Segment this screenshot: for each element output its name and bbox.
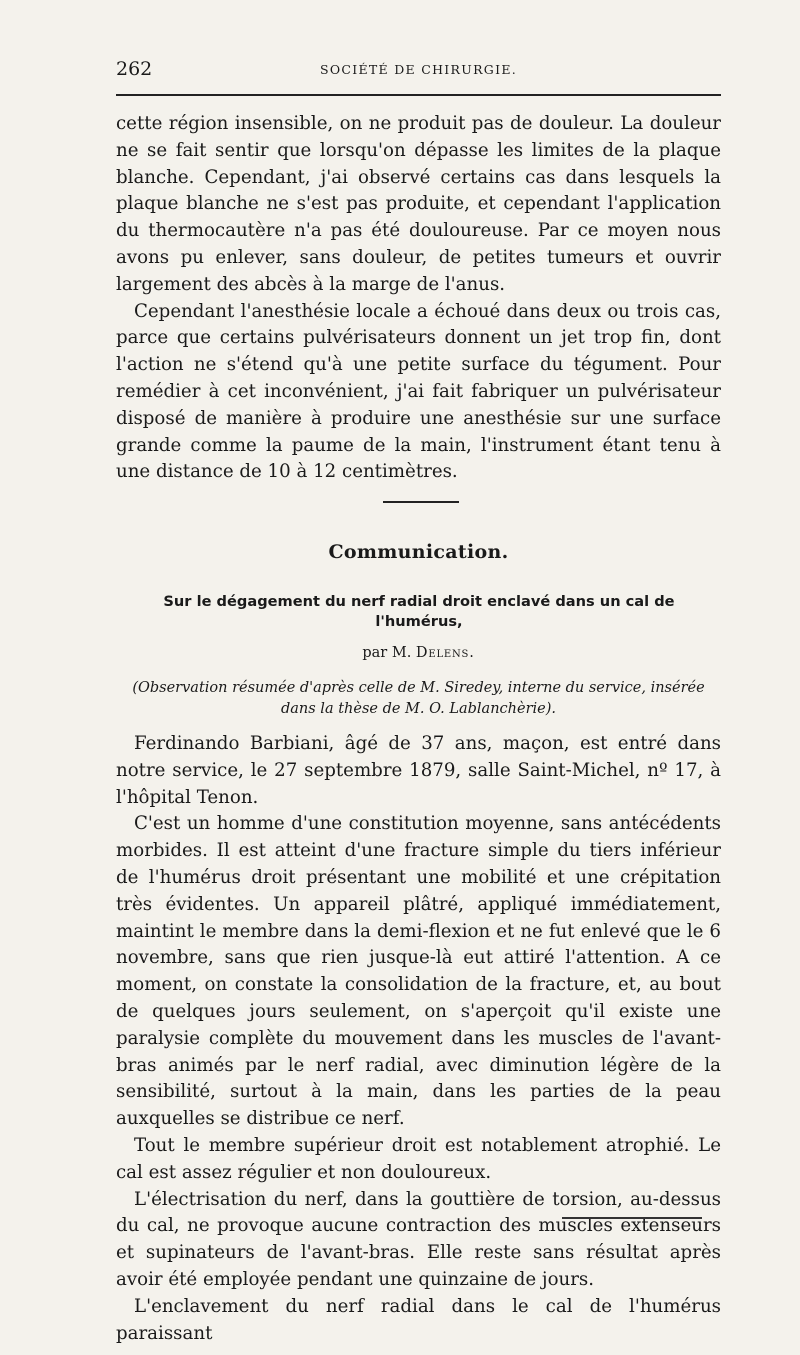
paragraph: L'électrisation du nerf, dans la gouttière de torsion, au-dessus du cal, ne provoque aucune contraction des muscles extenseurs et supinateurs de l'avant-bras. Elle reste sans résultat après avoir été employée pendant une quinzaine de jours. [116,1188,721,1290]
paragraph: L'enclavement du nerf radial dans le cal de l'humérus paraissant [116,1295,721,1344]
paragraph: cette région insensible, on ne produit pas de douleur. La douleur ne se fait sentir que lorsqu'on dépasse les limites de la plaque blanche. Cependant, j'ai observé certains cas dans lesquels la plaque blanche ne s'est pas produite, et cependant l'application du thermocautère n'a pas été douloureuse. Par ce moyen nous avons pu enlever, sans douleur, de petites tumeurs et ouvrir largement des abcès à la marge de l'anus. [116,113,721,295]
paragraph: Tout le membre supérieur droit est notablement atrophié. Le cal est assez régulier et non douloureux. [116,1134,721,1183]
byline-prefix: par M. [362,645,412,661]
page-number: 262 [116,58,153,80]
paragraph: Cependant l'anesthésie locale a échoué dans deux ou trois cas, parce que certains pulvérisateurs donnent un jet trop fin, dont l'action ne s'étend qu'à une petite surface du tégument. Pour remédier à cet inconvénient, j'ai fait fabriquer un pulvérisateur disposé de manière à produire une anesthésie sur une surface grande comme la paume de la main, l'instrument étant tenu à une distance de 10 à 12 centimètres. [116,300,721,483]
running-title: SOCIÉTÉ DE CHIRURGIE. [319,62,518,77]
header-rule [116,94,721,96]
observation-note [116,678,721,720]
article-title-line: Sur le dégagement du nerf radial droit enclavé dans un cal de [163,593,675,610]
running-head [116,58,721,86]
catchword-rule [562,1217,702,1219]
article-title [124,592,714,632]
intro-text [116,111,721,486]
paragraph: C'est un homme d'une constitution moyenne, sans antécédents morbides. Il est atteint d'une fracture simple du tiers inférieur de l'humérus droit présentant une mobilité et une crépitation très évidentes. Un appareil plâtré, appliqué immédiatement, maintint le membre dans la demi-flexion et ne fut enlevé que le 6 novembre, sans que rien jusque-là eut attiré l'attention. A ce moment, on constate la consolidation de la fracture, et, au bout de quelques jours seulement, on s'aperçoit qu'il existe une paralysie complète du mouvement dans les muscles de l'avant-bras animés par le nerf radial, avec diminution légère de la sensibilité, surtout à la main, dans les parties de la peau auxquelles se distribue ce nerf. [116,813,721,1130]
note-line: (Observation résumée d'après celle de M. Siredey, interne du service, insérée [132,680,705,696]
author-name: Delens. [415,645,475,661]
byline [116,645,721,661]
note-line: dans la thèse de M. O. Lablanchèrie). [280,701,556,717]
case-text [116,731,721,1347]
article-title-line: l'humérus, [375,613,463,630]
section-separator [383,501,459,503]
paragraph: Ferdinando Barbiani, âgé de 37 ans, maçon, est entré dans notre service, le 27 septembre 1879, salle Saint-Michel, nº 17, à l'hôpital Tenon. [116,733,721,808]
section-title: Communication. [328,541,509,563]
